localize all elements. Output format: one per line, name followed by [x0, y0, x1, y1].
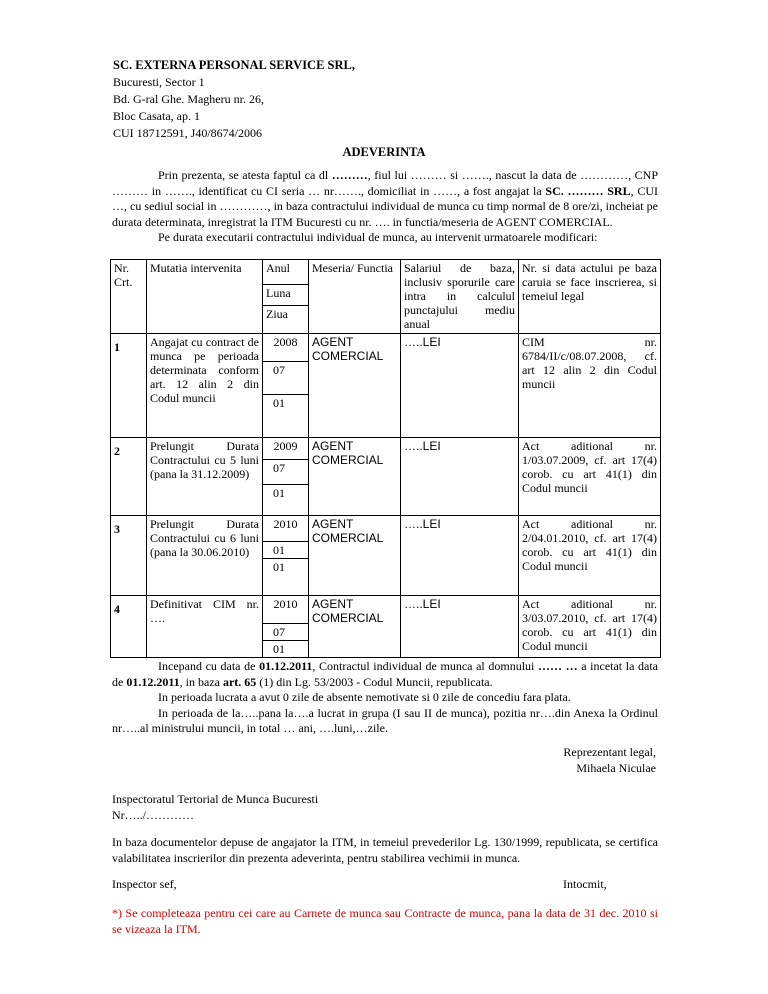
row-functia: AGENT COMERCIAL: [309, 596, 401, 658]
row-luna: 07: [263, 361, 308, 394]
header-salariul: Salariul de baza, inclusiv sporurile care intra in calculul punctajului mediu anual: [401, 260, 519, 334]
row-act: Act aditional nr. 3/03.07.2010, cf. art 17(4) corob. cu art 41(1) din Codul muncii: [519, 596, 661, 658]
absences-text: In perioada lucrata a avut 0 zile de absente nemotivate si 0 zile de concediu fara plata.: [158, 690, 571, 705]
table-row: [111, 438, 661, 516]
row-mutatia: Prelungit Durata Contractului cu 6 luni (pana la 30.06.2010): [147, 516, 263, 596]
header-meseria: Meseria/ Functia: [309, 260, 401, 334]
row-zi: 01: [263, 394, 308, 411]
company-id-line: CUI 18712591, J40/8674/2006: [113, 126, 263, 140]
footnote: [112, 906, 658, 937]
row-salariul: …..LEI: [401, 516, 519, 596]
row-salariul: …..LEI: [401, 596, 519, 658]
itm-number: Nr…../…………: [112, 807, 194, 822]
row-mutatia: Definitivat CIM nr. ….: [147, 596, 263, 658]
row-luna: 01: [263, 541, 308, 558]
row-an: 2009: [273, 439, 298, 453]
itm-block: [112, 792, 318, 823]
company-address-line: Bd. G-ral Ghe. Magheru nr. 26,: [113, 92, 264, 106]
itm-name: Inspectoratul Tertorial de Munca Bucuresti: [112, 792, 319, 806]
row-number: 4: [111, 596, 147, 658]
cessation-text: Incepand cu data de: [158, 659, 260, 673]
intro-firm: SC. ……… SRL: [545, 183, 631, 198]
row-zi: 01: [263, 484, 308, 501]
cessation-date: 01.12.2011: [126, 674, 180, 689]
row-mutatia: Angajat cu contract de munca pe perioada determinata conform art. 12 alin 2 din Codul muncii: [147, 334, 263, 438]
header-nr: Nr. Crt.: [111, 260, 147, 334]
grupa-text: In perioada de la…..pana la….a lucrat in grupa (I sau II de munca), pozitia nr….din Anexa la Ordinul nr…..al ministrului muncii, in total … ani, ….luni,…zile.: [112, 705, 658, 736]
row-mutatia: Prelungit Durata Contractului cu 5 luni (pana la 31.12.2009): [147, 438, 263, 516]
row-date: [263, 438, 309, 516]
company-address-line: Bloc Casata, ap. 1: [113, 109, 200, 123]
row-functia: AGENT COMERCIAL: [309, 334, 401, 438]
row-luna: 07: [263, 623, 308, 640]
row-act: CIM nr. 6784/II/c/08.07.2008, cf. art 12 alin 2 din Codul muncii: [519, 334, 661, 438]
row-number: 3: [111, 516, 147, 596]
cessation-date: 01.12.2011: [259, 659, 313, 673]
row-number: 1: [111, 334, 147, 438]
inspector-label: Inspector sef,: [112, 877, 177, 891]
intro-text: Prin prezenta, se atesta faptul ca dl: [158, 168, 332, 182]
row-an: 2010: [273, 597, 298, 611]
intro-text: , fiul lui ……… si ……., nascut la data de …………, CNP ……… in ……., identificat cu CI seria … nr……., domiciliat in ……, a fost angajat la: [112, 168, 659, 198]
cessation-text: , Contractul individual de munca al domnului: [312, 659, 538, 673]
closing-paragraphs: [112, 659, 658, 737]
row-act: Act aditional nr. 2/04.01.2010, cf. art 17(4) corob. cu art 41(1) din Codul muncii: [519, 516, 661, 596]
table-header-row: [111, 260, 661, 334]
row-salariul: …..LEI: [401, 438, 519, 516]
table-row: [111, 596, 661, 658]
header-date: [263, 260, 309, 334]
row-date: [263, 596, 309, 658]
footnote-text: *) Se completeaza pentru cei care au Carnete de munca sau Contracte de munca, pana la data de 31 dec. 2010 si se vizeaza la ITM.: [112, 906, 658, 936]
representative-name: Mihaela Niculae: [576, 760, 656, 775]
cessation-text: , in baza: [179, 674, 223, 689]
cessation-dots: …… …: [537, 659, 578, 673]
header-ziua: Ziua: [263, 305, 308, 326]
company-header: [113, 57, 355, 142]
row-an: 2008: [273, 335, 298, 349]
intro-paragraph: [112, 168, 658, 246]
representative-title: Reprezentant legal,: [563, 745, 656, 759]
row-an: 2010: [273, 517, 298, 531]
row-date: [263, 516, 309, 596]
header-actul: Nr. si data actului pe baza caruia se face inscrierea, si temeiul legal: [519, 260, 661, 334]
row-zi: 01: [263, 558, 308, 575]
table-row: [111, 334, 661, 438]
row-act: Act aditional nr. 1/03.07.2009, cf. art 17(4) corob. cu art 41(1) din Codul muncii: [519, 438, 661, 516]
legal-representative: [563, 745, 656, 776]
intro-dots: ………: [331, 168, 368, 182]
row-number: 2: [111, 438, 147, 516]
certify-text: In baza documentelor depuse de angajator la ITM, in temeiul prevederilor Lg. 130/1999, republicata, se certifica valabilitatea inscrierilor din prezenta adeverinta, pentru stabilirea vechimii in munca.: [112, 835, 658, 865]
row-salariul: …..LEI: [401, 334, 519, 438]
modifications-table: [110, 259, 661, 658]
row-functia: AGENT COMERCIAL: [309, 516, 401, 596]
cessation-article: art. 65: [222, 674, 257, 689]
cessation-paragraph: [112, 659, 658, 690]
header-mutatia: Mutatia intervenita: [147, 260, 263, 334]
company-address-line: Bucuresti, Sector 1: [113, 75, 205, 89]
intocmit-label: Intocmit,: [563, 877, 607, 891]
intro-text: , CUI …, cu sediul social in …………, in baza contractului individual de munca cu timp normal de 8 ore/zi, incheiat pe durata determinata, inregistrat la ITM Bucuresti cu nr. …. in functia/meseria de AGENT COMERCIAL.: [112, 183, 658, 229]
row-luna: 07: [263, 459, 308, 484]
row-functia: AGENT COMERCIAL: [309, 438, 401, 516]
during-text: Pe durata executarii contractului individual de munca, au intervenit urmatoarele modificari:: [158, 230, 598, 245]
row-zi: 01: [263, 640, 308, 657]
company-name: SC. EXTERNA PERSONAL SERVICE SRL,: [113, 58, 355, 72]
row-date: [263, 334, 309, 438]
cessation-text: a incetat la data de: [112, 659, 659, 689]
table-row: [111, 516, 661, 596]
cessation-text: (1) din Lg. 53/2003 - Codul Muncii, republicata.: [256, 674, 493, 689]
header-anul: Anul: [266, 261, 290, 275]
certify-paragraph: [112, 835, 658, 866]
header-luna: Luna: [263, 284, 308, 305]
document-title: ADEVERINTA: [342, 145, 426, 159]
